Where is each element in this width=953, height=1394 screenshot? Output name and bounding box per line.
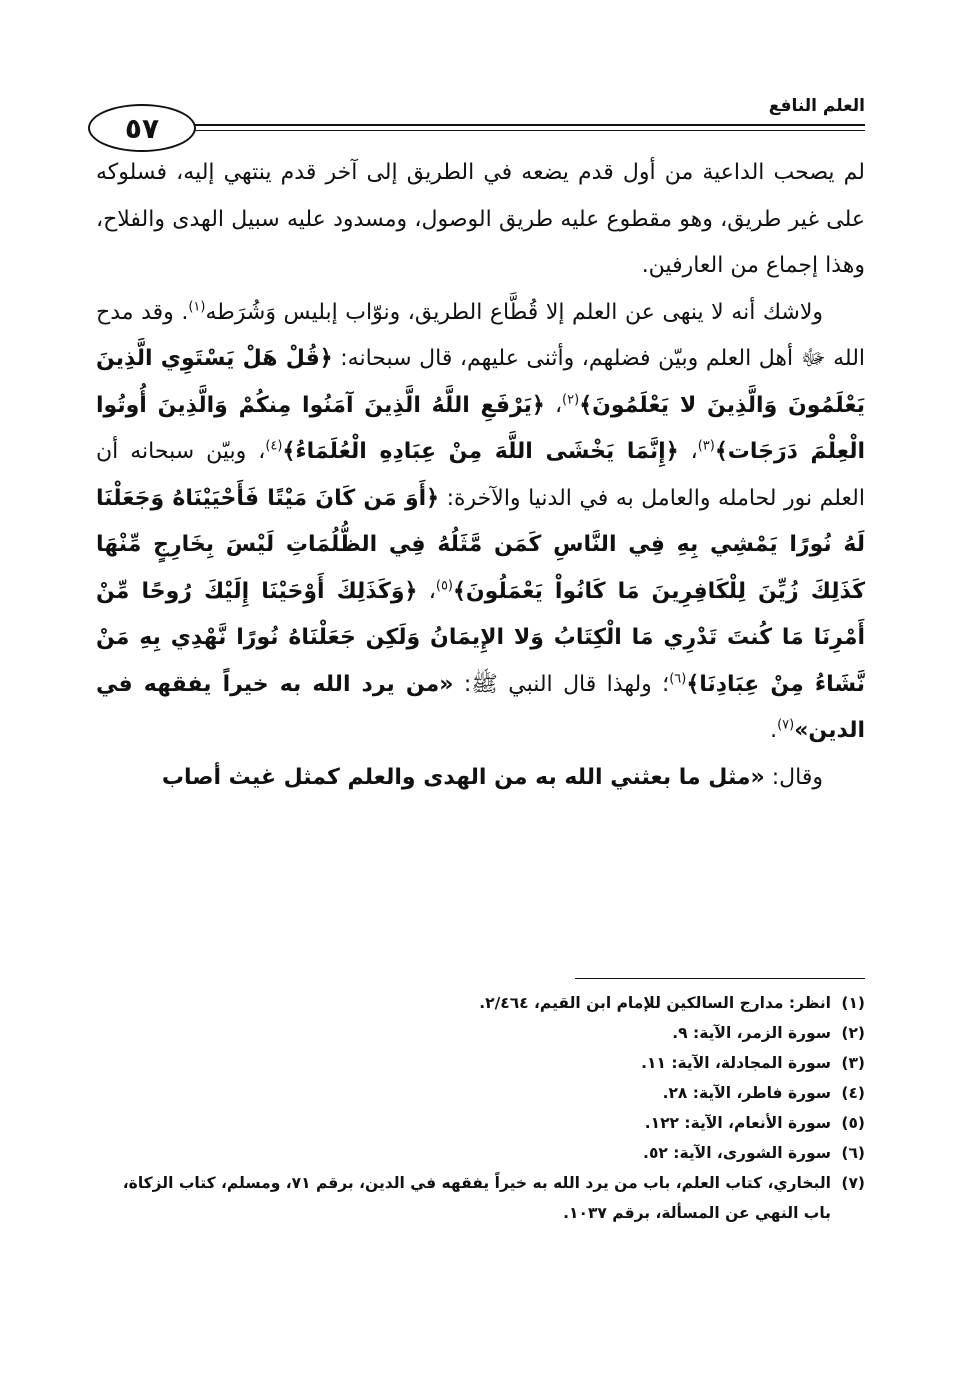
footnote — [100, 1048, 865, 1078]
footnote — [100, 988, 865, 1018]
hadith-quote: «مثل ما بعثني الله به من الهدى والعلم كمثل غيث أصاب — [161, 764, 765, 790]
footnote-text: انظر: مدارج السالكين للإمام ابن القيم، ٢/٤٦٤. — [479, 994, 831, 1012]
text-run: وقال: — [764, 764, 823, 790]
footnote-ref-3[interactable]: (٣) — [697, 438, 715, 454]
quran-verse: ﴿يَرْفَعِ اللَّهُ الَّذِينَ آمَنُوا مِنكُمْ وَالَّذِينَ أُوتُوا الْعِلْمَ دَرَجَات﴾ — [96, 392, 865, 464]
separator: ، — [678, 439, 698, 464]
paragraph-2 — [96, 290, 865, 755]
footnote-ref-5[interactable]: (٥) — [435, 578, 453, 594]
footnote-text: سورة الشورى، الآية: ٥٢. — [643, 1144, 831, 1162]
footnote-number: (٤) — [841, 1084, 865, 1102]
footnote-ref-1[interactable]: (١) — [188, 299, 206, 315]
text-run: ، وبيّن سبحانه أن العلم نور لحامله والعامل به في الدنيا والآخرة: — [96, 439, 865, 511]
body-text — [96, 150, 865, 801]
quran-verse: ﴿إِنَّمَا يَخْشَى اللَّهَ مِنْ عِبَادِهِ الْعُلَمَاءُ﴾ — [282, 439, 679, 464]
footnote-ref-6[interactable]: (٦) — [669, 671, 687, 687]
footnote-number: (١) — [841, 994, 865, 1012]
footnote — [100, 1018, 865, 1048]
footnote-text: سورة الزمر، الآية: ٩. — [672, 1024, 831, 1042]
page-number: ٥٧ — [124, 111, 160, 145]
quran-verse: ﴿أَوَ مَن كَانَ مَيْتًا فَأَحْيَيْنَاهُ وَجَعَلْنَا لَهُ نُورًا يَمْشِي بِهِ فِي النَّاسِ كَمَن مَّثَلُهُ فِي الظُّلُمَاتِ لَيْسَ بِخَارِجٍ مِّنْهَا كَذَلِكَ زُيِّنَ لِلْكَافِرِينَ مَا كَانُواْ يَعْمَلُونَ﴾ — [96, 485, 865, 604]
footnote-number: (٣) — [841, 1054, 865, 1072]
footnote-number: (٥) — [841, 1114, 865, 1132]
text-run: . — [770, 718, 778, 743]
paragraph-1: لم يصحب الداعية من أول قدم يضعه في الطريق إلى آخر قدم ينتهي إليه، فسلوكه على غير طريق، وهو مقطوع عليه طريق الوصول، ومسدود عليه سبيل الهدى والفلاح، وهذا إجماع من العارفين. — [96, 160, 865, 278]
footnotes — [100, 988, 865, 1228]
footnote-text: البخاري، كتاب العلم، باب من يرد الله به خيراً يفقهه في الدين، برقم ٧١، ومسلم، كتاب الزكاة، باب النهي عن المسألة، برقم ١٠٣٧. — [122, 1174, 831, 1222]
text-run: ؛ ولهذا قال النبي ﷺ: — [453, 671, 670, 697]
footnote-ref-2[interactable]: (٢) — [562, 392, 580, 408]
paragraph-3 — [96, 755, 865, 802]
text-run: ولاشك أنه لا ينهى عن العلم إلا قُطَّاع الطريق، ونوّاب إبليس وَشُرَطه — [205, 299, 823, 325]
running-title: العلم النافع — [768, 96, 865, 116]
header-rule — [180, 124, 865, 131]
footnote — [100, 1108, 865, 1138]
footnote-text: سورة الأنعام، الآية: ١٢٢. — [644, 1114, 831, 1132]
quran-verse: ﴿قُلْ هَلْ يَسْتَوِي الَّذِينَ يَعْلَمُونَ وَالَّذِينَ لا يَعْلَمُونَ﴾ — [96, 346, 865, 418]
separator: ، — [544, 392, 563, 418]
footnote-ref-4[interactable]: (٤) — [265, 438, 283, 454]
footnote-number: (٧) — [841, 1174, 865, 1192]
footnote-ref-7[interactable]: (٧) — [777, 717, 795, 733]
footnote-text: سورة فاطر، الآية: ٢٨. — [662, 1084, 831, 1102]
footnote-number: (٦) — [841, 1144, 865, 1162]
hadith-quote: «من يرد الله به خيراً يفقهه في الدين» — [96, 671, 865, 743]
page-number-oval — [88, 104, 196, 152]
footnote — [100, 1168, 865, 1228]
footnote — [100, 1078, 865, 1108]
separator: ، — [417, 578, 436, 604]
footnote-text: سورة المجادلة، الآية: ١١. — [641, 1054, 831, 1072]
quran-verse: ﴿وَكَذَلِكَ أَوْحَيْنَا إِلَيْكَ رُوحًا مِّنْ أَمْرِنَا مَا كُنتَ تَدْرِي مَا الْكِتَابُ وَلا الإِيمَانُ وَلَكِن جَعَلْنَاهُ نُورًا نَّهْدِي بِهِ مَنْ نَّشَاءُ مِنْ عِبَادِنَا﴾ — [96, 578, 865, 697]
footnote-rule — [575, 978, 865, 979]
footnote-number: (٢) — [841, 1024, 865, 1042]
text-run: . وقد مدح الله ﷻ أهل العلم وبيّن فضلهم، وأثنى عليهم، قال سبحانه: — [96, 299, 866, 371]
footnote — [100, 1138, 865, 1168]
